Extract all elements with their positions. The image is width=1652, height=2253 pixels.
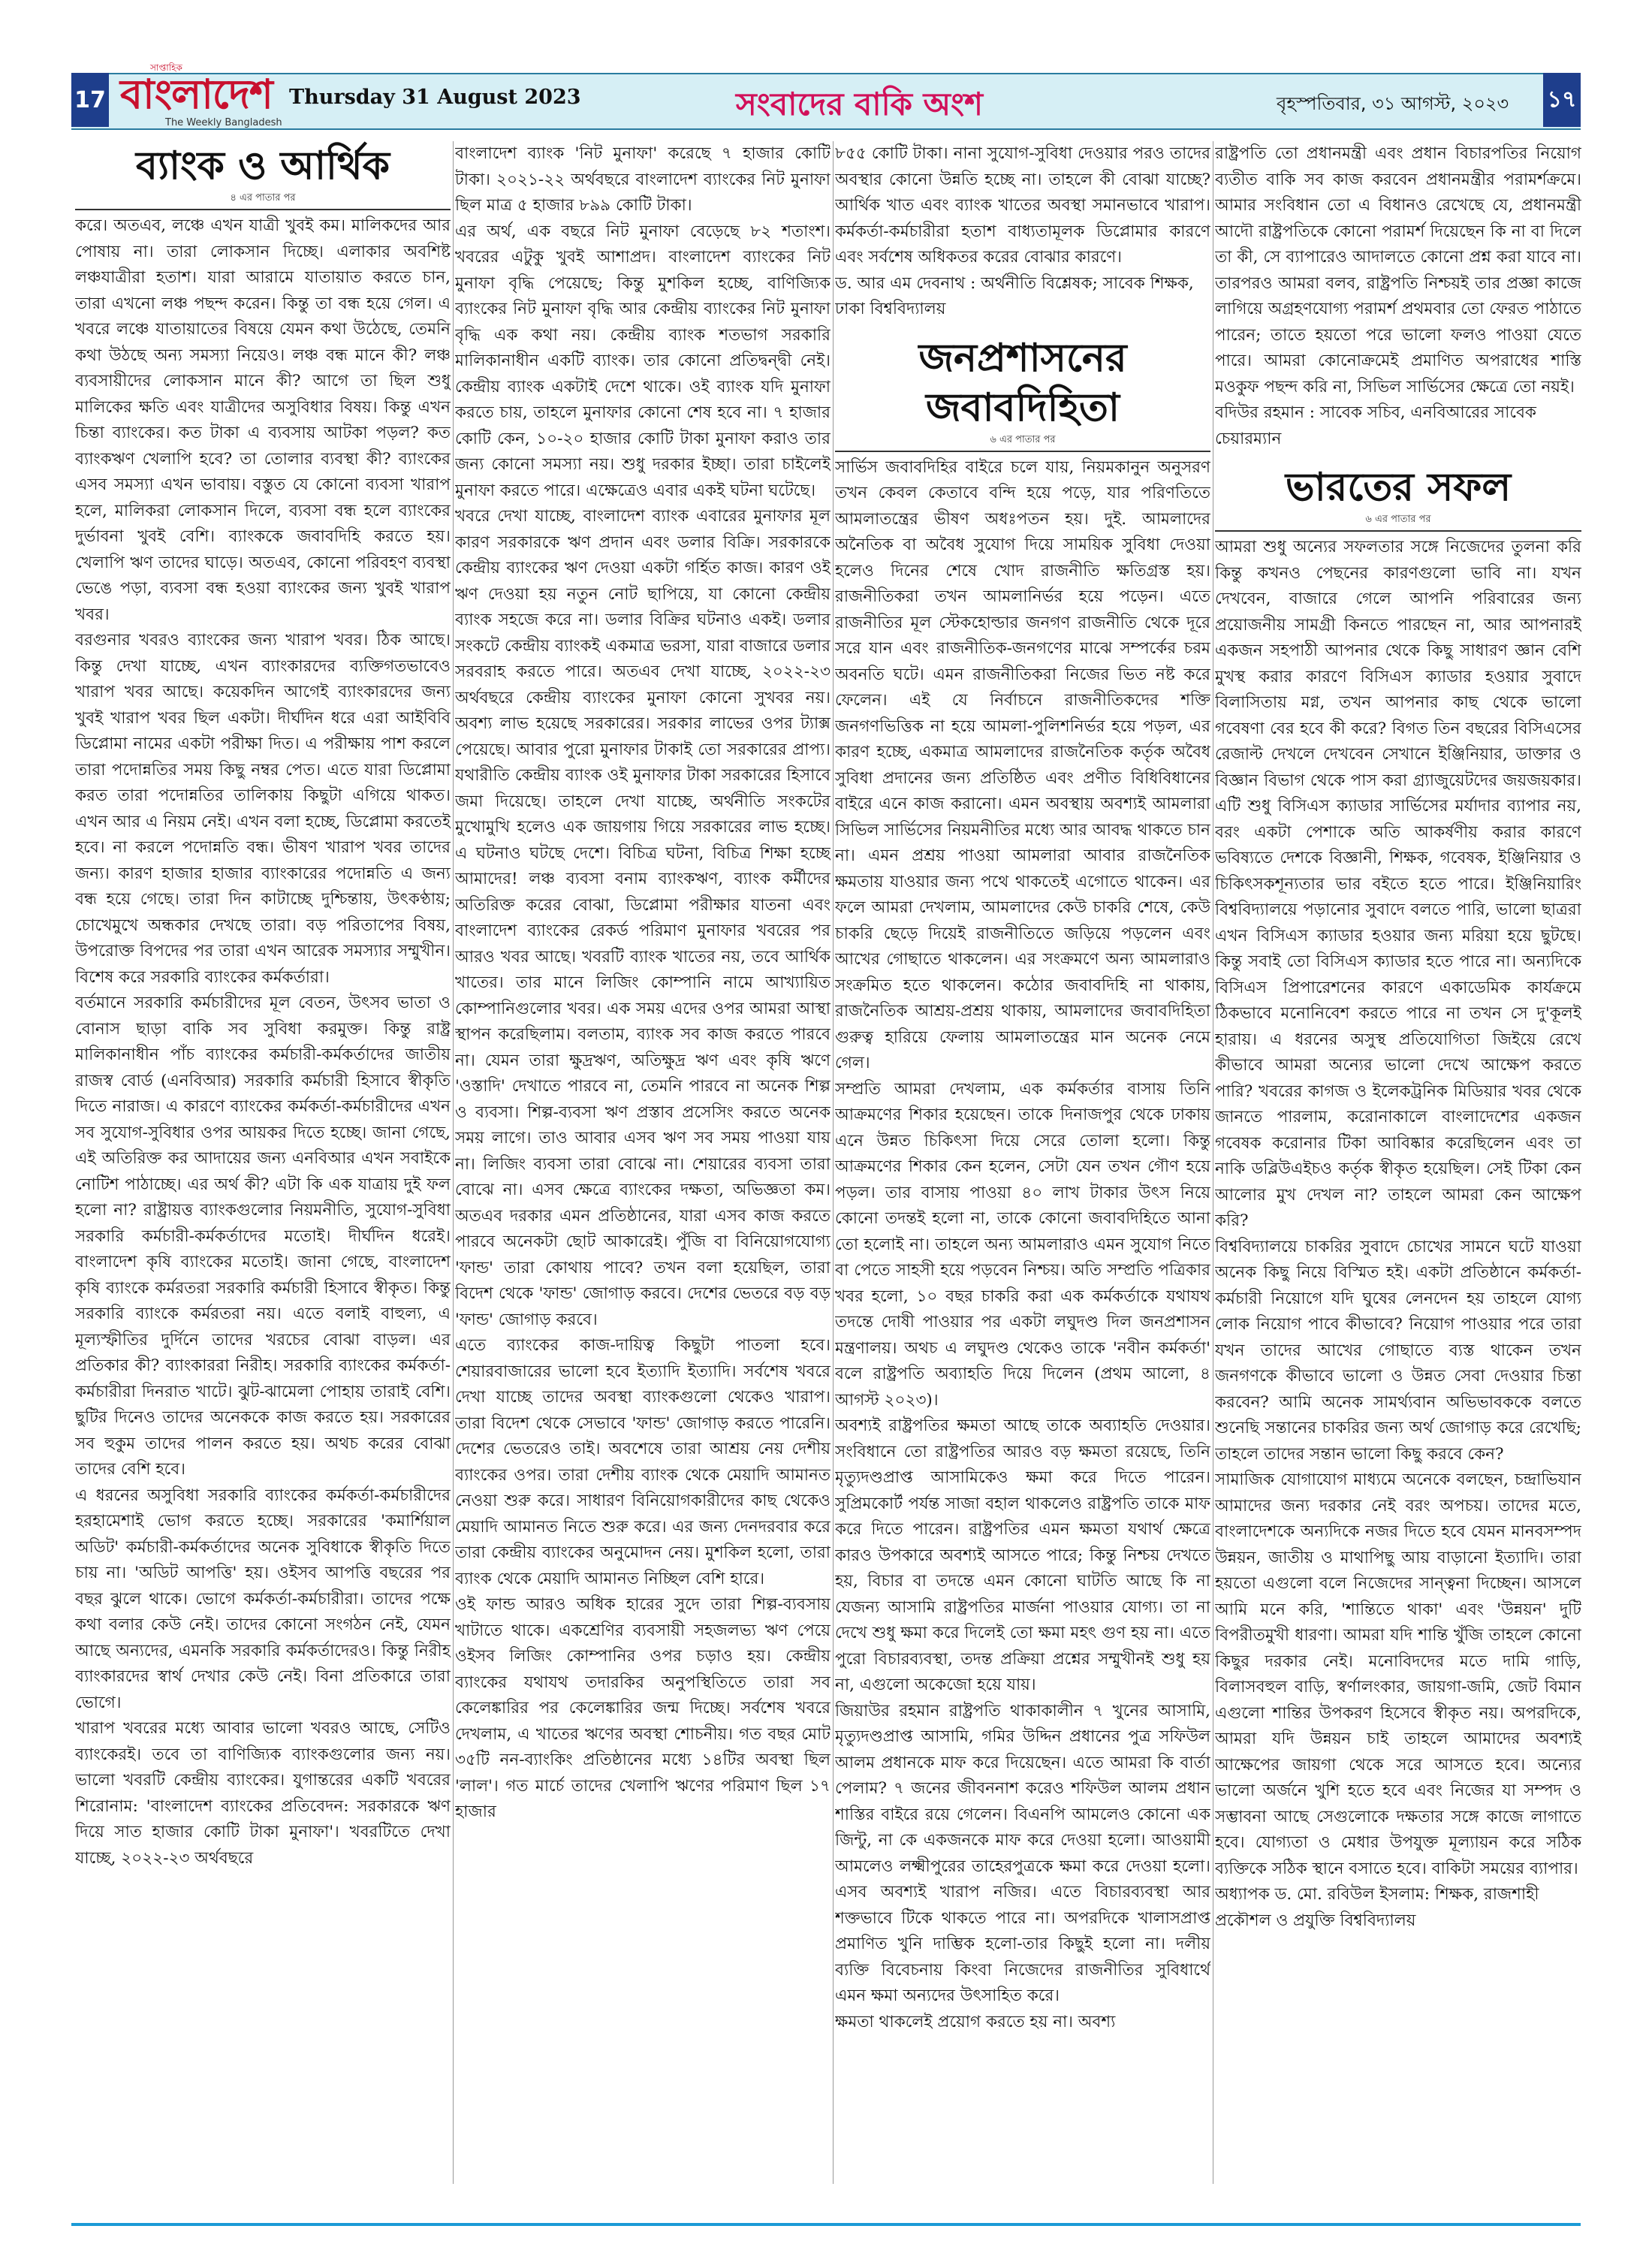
article-paragraph: জিয়াউর রহমান রাষ্ট্রপতি থাকাকালীন ৭ খুনের আসামি, মৃত্যুদণ্ডপ্রাপ্ত আসামি, গমির উদ্দিন প্রধানের পুত্র সফিউল আলম প্রধানকে মাফ করে দিয়েছেন। এতে আমরা কি বার্তা পেলাম? ৭ জনের জীবননাশ করেও শফিউল আলম প্রধান শাস্তির বাইরে রয়ে গেলেন। বিএনপি আমলেও কোনো এক জিন্টু, না কে একজনকে মাফ করে দেওয়া হলো। আওয়ামী আমলেও লক্ষ্মীপুরের তাহেরপুত্রকে ক্ষমা করে দেওয়া হলো। এসব অবশ্যই খারাপ নজির। এতে বিচারব্যবস্থা আর শক্তভাবে টিকে থাকতে পারে না। অপরদিকে খালাসপ্রাপ্ত প্রমাণিত খুনি দাম্ভিক হলো-তার কিছুই হলো না। দলীয় ব্যক্তি বিবেচনায় কিংবা নিজেদের রাজনীতির সুবিধার্থে এমন ক্ষমা অন্যদের উৎসাহিত করে।	[835, 1701, 1210, 2005]
column-rule	[453, 141, 454, 2184]
masthead-logo[interactable]	[120, 62, 285, 131]
continued-from-note: ৪ এর পাতার পর	[75, 191, 451, 210]
article-body-admin-cont	[1215, 141, 1581, 400]
article-paragraph: অবশ্যই রাষ্ট্রপতির ক্ষমতা আছে তাকে অব্যাহতি দেওয়ার। সংবিধানে তো রাষ্ট্রপতির আরও বড় ক্ষমতা রয়েছে, তিনি মৃত্যুদণ্ডপ্রাপ্ত আসামিকেও ক্ষমা করে দিতে পারেন। সুপ্রিমকোর্ট পর্যন্ত সাজা বহাল থাকলেও রাষ্ট্রপতি তাকে মাফ করে দিতে পারেন। রাষ্ট্রপতির এমন ক্ষমতা যথার্থ ক্ষেত্রে কারও উপকারে অবশ্যই আসতে পারে; কিন্তু নিশ্চয় দেখতে হয়, বিচার বা তদন্তে এমন কোনো ঘাটতি আছে কি না যেজন্য আসামি রাষ্ট্রপতির মার্জনা পাওয়ার যোগ্য। তা না দেখে শুধু ক্ষমা করে দিলেই তো ক্ষমা মহৎ গুণ হয় না। এতে পুরো বিচারব্যবস্থা, তদন্ত প্রক্রিয়া প্রশ্নের সম্মুখীনই শুধু হয় না, এগুলো অকেজো হয়ে যায়।	[835, 1416, 1210, 1694]
article-paragraph: করে। অতএব, লঞ্চে এখন যাত্রী খুবই কম। মালিকদের আর পোষায় না। তারা লোকসান দিচ্ছে। এলাকার অবশিষ্ট লঞ্চযাত্রীরা হতাশ। যারা আরামে যাতায়াত করতে চান, তারা এখনো লঞ্চ পছন্দ করেন। কিন্তু তা বন্ধ হয়ে গেল। এ খবরে লঞ্চে যাতায়াতের বিষয়ে যেমন কথা উঠেছে, তেমনি কথা উঠছে অন্য সমস্যা নিয়েও। লঞ্চ বন্ধ মানে কী? লঞ্চ ব্যবসায়ীদের লোকসান মানে কী? আগে তা ছিল শুধু মালিকের ক্ষতি এবং যাত্রীদের অসুবিধার বিষয়। কিন্তু এখন চিন্তা ব্যাংকের। কত টাকা এ ব্যবসায় আটকা পড়ল? কত ব্যাংকঋণ খেলাপি হবে? তা তোলার ব্যবস্থা কী? ব্যাংকের এসব সমস্যা এখন ভাবায়। বস্তুত যে কোনো ব্যবসা খারাপ হলে, মালিকরা লোকসান দিলে, ব্যবসা বন্ধ হলে ব্যাংকের দুর্ভাবনা খুবই বেশি। ব্যাংককে জবাবদিহি করতে হয়। খেলাপি ঋণ তাদের ঘাড়ে। অতএব, কোনো পরিবহণ ব্যবস্থা ভেঙে পড়া, ব্যবসা বন্ধ হওয়া ব্যাংকের জন্য খুবই খারাপ খবর।	[75, 216, 451, 624]
issue-date-bn: বৃহস্পতিবার, ৩১ আগস্ট, ২০২৩	[1277, 93, 1509, 114]
author-byline-admin: বদিউর রহমান : সাবেক সচিব, এনবিআরের সাবেক চেয়ারম্যান	[1215, 403, 1536, 448]
section-title: সংবাদের বাকি অংশ	[736, 86, 983, 122]
issue-date-en: Thursday 31 August 2023	[289, 86, 581, 109]
article-body-bank-cont	[455, 141, 831, 1826]
article-paragraph: এর অর্থ, এক বছরে নিট মুনাফা বেড়েছে ৮২ শতাংশ। খবরের এটুকু খুবই আশাপ্রদ। বাংলাদেশ ব্যাংকের নিট মুনাফা বৃদ্ধি পেয়েছে; কিন্তু মুশকিল হচ্ছে, বাণিজ্যিক ব্যাংকের নিট মুনাফা বৃদ্ধি আর কেন্দ্রীয় ব্যাংকের নিট মুনাফা বৃদ্ধি এক কথা নয়। কেন্দ্রীয় ব্যাংক শতভাগ সরকারি মালিকানাধীন একটি ব্যাংক। তার কোনো প্রতিদ্বন্দ্বী নেই। কেন্দ্রীয় ব্যাংক একটাই দেশে থাকে। ওই ব্যাংক যদি মুনাফা করতে চায়, তাহলে মুনাফার কোনো শেষ হবে না। ৭ হাজার কোটি কেন, ১০-২০ হাজার কোটি টাকা মুনাফা করাও তার জন্য কোনো সমস্যা নয়। শুধু দরকার ইচ্ছা। তারা চাইলেই মুনাফা করতে পারে। এক্ষেত্রেও এবার একই ঘটনা ঘটেছে।	[455, 222, 831, 500]
author-byline-india: অধ্যাপক ড. মো. রবিউল ইসলাম: শিক্ষক, রাজশাহী প্রকৌশল ও প্রযুক্তি বিশ্ববিদ্যালয়	[1215, 1885, 1539, 1930]
column-2	[455, 141, 831, 2184]
article-paragraph: সম্প্রতি আমরা দেখলাম, এক কর্মকর্তার বাসায় তিনি আক্রমণের শিকার হয়েছেন। তাকে দিনাজপুর থেকে ঢাকায় এনে উন্নত চিকিৎসা দিয়ে সেরে তোলা হলো। কিন্তু আক্রমণের শিকার কেন হলেন, সেটা যেন তখন গৌণ হয়ে পড়ল। তার বাসায় পাওয়া ৪০ লাখ টাকার উৎস নিয়ে কোনো তদন্তই হলো না, তাকে কোনো জবাবদিহিতে আনা তো হলোই না। তাহলে অন্য আমলারাও এমন সুযোগ নিতে বা পেতে সাহসী হয়ে পড়বেন নিশ্চয়। অতি সম্প্রতি পত্রিকার খবর হলো, ১০ বছর চাকরি করা এক কর্মকর্তাকে যথাযথ তদন্তে দোষী পাওয়ার পর একটা লঘুদণ্ড দিল জনপ্রশাসন মন্ত্রণালয়। অথচ এ লঘুদণ্ড থেকেও তাকে 'নবীন কর্মকর্তা' বলে রাষ্ট্রপতি অব্যাহতি দিয়ে দিলেন (প্রথম আলো, ৪ আগস্ট ২০২৩)।	[835, 1079, 1210, 1410]
footer-rule	[71, 2223, 1581, 2226]
author-byline-bank: ড. আর এম দেবনাথ : অর্থনীতি বিশ্লেষক; সাবেক শিক্ষক, ঢাকা বিশ্ববিদ্যালয়	[835, 273, 1194, 318]
article-paragraph: ৮৫৫ কোটি টাকা। নানা সুযোগ-সুবিধা দেওয়ার পরও তাদের অবস্থার কোনো উন্নতি হচ্ছে না। তাহলে কী বোঝা যাচ্ছে? আর্থিক খাত এবং ব্যাংক খাতের অবস্থা সমানভাবে খারাপ। কর্মকর্তা-কর্মচারীরা হতাশ বাধ্যতামূলক ডিপ্লোমার কারণে এবং সর্বশেষ অধিকতর করের বোঝার কারণে।	[835, 144, 1210, 267]
article-paragraph: খারাপ খবরের মধ্যে আবার ভালো খবরও আছে, সেটিও ব্যাংকেরই। তবে তা বাণিজ্যিক ব্যাংকগুলোর জন্য নয়। ভালো খবরটি কেন্দ্রীয় ব্যাংকের। যুগান্তরের একটি খবরের শিরোনাম: 'বাংলাদেশ ব্যাংকের প্রতিবেদন: সরকারকে ঋণ দিয়ে সাত হাজার কোটি টাকা মুনাফা'। খবরটিতে দেখা যাচ্ছে, ২০২২-২৩ অর্থবছরে	[75, 1719, 451, 1868]
column-rule	[833, 141, 834, 2184]
article-paragraph: বর্তমানে সরকারি কর্মচারীদের মূল বেতন, উৎসব ভাতা ও বোনাস ছাড়া বাকি সব সুবিধা করমুক্ত। কিন্তু রাষ্ট্র মালিকানাধীন পাঁচ ব্যাংকের কর্মচারী-কর্মকর্তাদের জাতীয় রাজস্ব বোর্ড (এনবিআর) সরকারি কর্মচারী হিসাবে স্বীকৃতি দিতে নারাজ। এ কারণে ব্যাংকের কর্মকর্তা-কর্মচারীদের এখন সব সুযোগ-সুবিধার ওপর আয়কর দিতে হচ্ছে। জানা গেছে, এই অতিরিক্ত কর আদায়ের জন্য এনবিআর এখন সবাইকে নোটিশ পাঠাচ্ছে। এর অর্থ কী? এটা কি এক যাত্রায় দুই ফল হলো না? রাষ্ট্রায়ত্ত ব্যাংকগুলোর নিয়মনীতি, সুযোগ-সুবিধা সরকারি কর্মচারী-কর্মকর্তাদের মতোই। দীর্ঘদিন ধরেই। বাংলাদেশ কৃষি ব্যাংকের মতোই। জানা গেছে, বাংলাদেশ কৃষি ব্যাংকে কর্মরতরা সরকারি কর্মচারী হিসাবে স্বীকৃত। কিন্তু সরকারি ব্যাংকে কর্মরতরা নয়। এতে বলাই বাহুল্য, এ মূল্যস্ফীতির দুর্দিনে তাদের খরচের বোঝা বাড়ল। এর প্রতিকার কী? ব্যাংকাররা নিরীহ। সরকারি ব্যাংকের কর্মকর্তা-কর্মচারীরা দিনরাত খাটে। ঝুট-ঝামেলা পোহায় তারাই বেশি। ছুটির দিনেও তাদের অনেককে কাজ করতে হয়। সরকারের সব হুকুম তাদের পালন করতে হয়। অথচ করের বোঝা তাদের বেশি হবে।	[75, 994, 451, 1479]
article-paragraph: এ ধরনের অসুবিধা সরকারি ব্যাংকের কর্মকর্তা-কর্মচারীদের হরহামেশাই ভোগ করতে হচ্ছে। সরকারের 'কমার্শিয়াল অডিট' কর্মচারী-কর্মকর্তাদের অনেক সুবিধাকে স্বীকৃতি দিতে চায় না। 'অডিট আপত্তি' হয়। ওইসব আপত্তি বছরের পর বছর ঝুলে থাকে। ভোগে কর্মকর্তা-কর্মচারীরা। তাদের পক্ষে কথা বলার কেউ নেই। তাদের কোনো সংগঠন নেই, যেমন আছে অন্যদের, এমনকি সরকারি কর্মকর্তাদেরও। কিন্তু নিরীহ ব্যাংকারদের স্বার্থ দেখার কেউ নেই। বিনা প্রতিকারে তারা ভোগে।	[75, 1485, 451, 1712]
article-paragraph: বিশ্ববিদ্যালয়ে চাকরির সুবাদে চোখের সামনে ঘটে যাওয়া অনেক কিছু নিয়ে বিস্মিত হই। একটা প্রতিষ্ঠানে কর্মকর্তা-কর্মচারী নিয়োগে যদি ঘুষের লেনদেন হয় তাহলে যোগ্য লোক নিয়োগ পাবে কীভাবে? নিয়োগ পাওয়ার পরে তারা যখন তাদের আখের গোছাতে ব্যস্ত থাকেন তখন জনগণকে কীভাবে ভালো ও উন্নত সেবা দেওয়ার চিন্তা করবেন? আমি অনেক সামর্থ্যবান অভিভাবককে বলতে শুনেছি সন্তানের চাকরির জন্য অর্থ জোগাড় করে রেখেছি; তাহলে তাদের সন্তান ভালো কিছু করবে কেন?	[1215, 1237, 1581, 1464]
page-number-left: 17	[71, 73, 109, 127]
article-paragraph: ক্ষমতা থাকলেই প্রয়োগ করতে হয় না। অবশ্য	[835, 2012, 1116, 2031]
article-body-india	[1215, 535, 1581, 1882]
article-body-bank	[75, 213, 451, 1871]
column-4	[1215, 141, 1581, 2184]
article-headline-admin[interactable]: জনপ্রশাসনের জবাবদিহিতা	[918, 335, 1127, 430]
article-headline-bank[interactable]: ব্যাংক ও আর্থিক	[136, 143, 390, 189]
article-paragraph: সার্ভিস জবাবদিহির বাইরে চলে যায়, নিয়মকানুন অনুসরণ তখন কেবল কেতাবে বন্দি হয়ে পড়ে, যার পরিণতিতে আমলাতন্ত্রের ভীষণ অধঃপতন হয়। দুই. আমলাদের অনৈতিক বা অবৈধ সুযোগ দিয়ে সাময়িক সুবিধা দেওয়া হলেও দিনের শেষে খোদ রাজনীতি ক্ষতিগ্রস্ত হয়। রাজনীতিকরা তখন আমলানির্ভর হয়ে পড়েন। এতে রাজনীতির মূল স্টেকহোল্ডার জনগণ রাজনীতি থেকে দূরে সরে যান এবং রাজনীতিক-জনগণের মাঝে সম্পর্কের চরম অবনতি ঘটে। এমন রাজনীতিকরা নিজের ভিত নষ্ট করে ফেলেন। এই যে নির্বাচনে রাজনীতিকদের শক্তি জনগণভিত্তিক না হয়ে আমলা-পুলিশনির্ভর হয়ে পড়ল, এর কারণ হচ্ছে, একমাত্র আমলাদের রাজনৈতিক কর্তৃক অবৈধ সুবিধা প্রদানের জন্য প্রতিষ্ঠিত এবং প্রণীত বিধিবিধানের বাইরে এনে কাজ করানো। এমন অবস্থায় অবশ্যই আমলারা সিভিল সার্ভিসের নিয়মনীতির মধ্যে আর আবদ্ধ থাকতে চান না। এমন প্রশ্রয় পাওয়া আমলারা আবার রাজনৈতিক ক্ষমতায় যাওয়ার জন্য পথে থাকতেই এগোতে থাকেন। এর ফলে আমরা দেখলাম, আমলাদের কেউ চাকরি শেষে, কেউ চাকরি ছেড়ে দিয়েই রাজনীতিতে জড়িয়ে পড়লেন এবং আখের গোছাতে থাকলেন। এর সংক্রমণে অন্য আমলারাও সংক্রমিত হতে থাকলেন। কঠোর জবাবদিহি না থাকায়, রাজনৈতিক আশ্রয়-প্রশ্রয় থাকায়, আমলাদের জবাবদিহিতা গুরুত্ব হারিয়ে ফেলায় আমলাতন্ত্রের মান অনেক নেমে গেল।	[835, 457, 1210, 1072]
article-paragraph: সামাজিক যোগাযোগ মাধ্যমে অনেকে বলছেন, চন্দ্রাভিযান আমাদের জন্য দরকার নেই বরং অপচয়। তাদের মতে, বাংলাদেশকে অন্যদিকে নজর দিতে হবে যেমন মানবসম্পদ উন্নয়ন, জাতীয় ও মাথাপিছু আয় বাড়ানো ইত্যাদি। তারা হয়তো এগুলো বলে নিজেদের সান্ত্বনা দিচ্ছেন। আসলে আমি মনে করি, 'শান্তিতে থাকা' এবং 'উন্নয়ন' দুটি বিপরীতমুখী ধারণা। আমরা যদি শান্তি খুঁজি তাহলে কোনো কিছুর দরকার নেই। মনোবিদদের মতে দামি গাড়ি, বিলাসবহুল বাড়ি, স্বর্ণালংকার, জায়গা-জমি, জেট বিমান এগুলো শান্তির উপকরণ হিসেবে স্বীকৃত নয়। অপরদিকে, আমরা যদি উন্নয়ন চাই তাহলে আমাদের অবশ্যই আক্ষেপের জায়গা থেকে সরে আসতে হবে। অন্যের ভালো অর্জনে খুশি হতে হবে এবং নিজের যা সম্পদ ও সম্ভাবনা আছে সেগুলোকে দক্ষতার সঙ্গে কাজে লাগাতে হবে। যোগ্যতা ও মেধার উপযুক্ত মূল্যায়ন করে সঠিক ব্যক্তিকে সঠিক স্থানে বসাতে হবে। বাকিটা সময়ের ব্যাপার।	[1215, 1470, 1581, 1878]
article-paragraph: বরগুনার খবরও ব্যাংকের জন্য খারাপ খবর। ঠিক আছে। কিন্তু দেখা যাচ্ছে, এখন ব্যাংকারদের ব্যক্তিগতভাবেও খারাপ খবর আছে। কয়েকদিন আগেই ব্যাংকারদের জন্য খুবই খারাপ খবর ছিল একটা। দীর্ঘদিন ধরে এরা আইবিবি ডিপ্লোমা নামের একটা পরীক্ষা দিত। এ পরীক্ষায় পাশ করলে তারা পদোন্নতির সময় কিছু নম্বর পেত। এতে যারা ডিপ্লোমা করত তারা পদোন্নতির তালিকায় কিছুটা এগিয়ে থাকত। এখন আর এ নিয়ম নেই। এখন বলা হচ্ছে, ডিপ্লোমা করতেই হবে। না করলে পদোন্নতি বন্ধ। ভীষণ খারাপ খবর তাদের জন্য। কারণ হাজার হাজার ব্যাংকারের পদোন্নতি এ জন্য বন্ধ হয়ে গেছে। তারা দিন কাটাচ্ছে দুশ্চিন্তায়, উৎকণ্ঠায়; চোখেমুখে অন্ধকার দেখছে তারা। বড় পরিতাপের বিষয়, উপরোক্ত বিপদের পর তারা এখন আরেক সমস্যার সম্মুখীন। বিশেষ করে সরকারি ব্যাংকের কর্মকর্তারা।	[75, 631, 451, 987]
article-paragraph: খবরে দেখা যাচ্ছে, বাংলাদেশ ব্যাংক এবারের মুনাফার মূল কারণ সরকারকে ঋণ প্রদান এবং ডলার বিক্রি। সরকারকে কেন্দ্রীয় ব্যাংকের ঋণ দেওয়া একটা গর্হিত কাজ। কারণ ওই ঋণ দেওয়া হয় নতুন নোট ছাপিয়ে, যা কোনো কেন্দ্রীয় ব্যাংক সহজে করে না। ডলার বিক্রির ঘটনাও একই। ডলার সংকটে কেন্দ্রীয় ব্যাংকই একমাত্র ভরসা, যারা বাজারে ডলার সরবরাহ করতে পারে। অতএব দেখা যাচ্ছে, ২০২২-২৩ অর্থবছরে কেন্দ্রীয় ব্যাংকের মুনাফা কোনো সুখবর নয়। অবশ্য লাভ হয়েছে সরকারের। সরকার লাভের ওপর ট্যাক্স পেয়েছে। আবার পুরো মুনাফার টাকাই তো সরকারের প্রাপ্য। যথারীতি কেন্দ্রীয় ব্যাংক ওই মুনাফার টাকা সরকারের হিসাবে জমা দিয়েছে। তাহলে দেখা যাচ্ছে, অর্থনীতি সংকটের মুখোমুখি হলেও এক জায়গায় গিয়ে সরকারের লাভ হচ্ছে। এ ঘটনাও ঘটছে দেশে। বিচিত্র ঘটনা, বিচিত্র শিক্ষা হচ্ছে আমাদের! লঞ্চ ব্যবসা বনাম ব্যাংকঋণ, ব্যাংক কর্মীদের অতিরিক্ত করের বোঝা, ডিপ্লোমা পরীক্ষার যাতনা এবং বাংলাদেশ ব্যাংকের রেকর্ড পরিমাণ মুনাফার খবরের পর আরও খবর আছে। খবরটি ব্যাংক খাতের নয়, তবে আর্থিক খাতের। তার মানে লিজিং কোম্পানি নামে আখ্যায়িত কোম্পানিগুলোর খবর। এক সময় এদের ওপর আমরা আস্থা স্থাপন করেছিলাম। বলতাম, ব্যাংক সব কাজ করতে পারবে না। যেমন তারা ক্ষুদ্রঋণ, অতিক্ষুদ্র ঋণ এবং কৃষি ঋণে 'ওস্তাদি' দেখাতে পারবে না, তেমনি পারবে না অনেক শিল্প ও ব্যবসা। শিল্প-ব্যবসা ঋণ প্রস্তাব প্রসেসিং করতে অনেক সময় লাগে। তাও আবার এসব ঋণ সব সময় পাওয়া যায় না। লিজিং ব্যবসা তারা বোঝে না। শেয়ারের ব্যবসা তারা বোঝে না। এসব ক্ষেত্রে ব্যাংকের দক্ষতা, অভিজ্ঞতা কম। অতএব দরকার এমন প্রতিষ্ঠানের, যারা এসব কাজ করতে পারবে অনেকটা ছোট আকারেই। পুঁজি বা বিনিয়োগযোগ্য 'ফান্ড' তারা কোথায় পাবে? তখন বলা হয়েছিল, তারা বিদেশ থেকে 'ফান্ড' জোগাড় করবে। দেশের ভেতরে বড় বড় 'ফান্ড' জোগাড় করবে।	[455, 507, 831, 1329]
article-body-bank-end	[835, 141, 1210, 271]
column-1	[75, 141, 451, 2184]
article-paragraph: বাংলাদেশ ব্যাংক 'নিট মুনাফা' করেছে ৭ হাজার কোটি টাকা। ২০২১-২২ অর্থবছরে বাংলাদেশ ব্যাংকের নিট মুনাফা ছিল মাত্র ৫ হাজার ৮৯৯ কোটি টাকা।	[455, 144, 831, 215]
article-paragraph: রাষ্ট্রপতি তো প্রধানমন্ত্রী এবং প্রধান বিচারপতির নিয়োগ ব্যতীত বাকি সব কাজ করবেন প্রধানমন্ত্রীর পরামর্শক্রমে। আমার সংবিধান তো এ বিধানও রেখেছে যে, প্রধানমন্ত্রী আদৌ রাষ্ট্রপতিকে কোনো পরামর্শ দিয়েছেন কি না বা দিলে তা কী, সে ব্যাপারেও আদালতে কোনো প্রশ্ন করা যাবে না। তারপরও আমরা বলব, রাষ্ট্রপতি নিশ্চয়ই তার প্রজ্ঞা কাজে লাগিয়ে অগ্রহণযোগ্য পরামর্শ প্রথমবার তো ফেরত পাঠাতে পারেন; তাতে হয়তো পরে ভালো ফলও পাওয়া যেতে পারে। আমরা কোনোক্রমেই প্রমাণিত অপরাধের শাস্তি মওকুফ পছন্দ করি না, সিভিল সার্ভিসের ক্ষেত্রে তো নয়ই।	[1215, 144, 1581, 397]
logo-kicker: সাপ্তাহিক	[150, 62, 182, 73]
article-body-admin	[835, 455, 1210, 2036]
column-3	[835, 141, 1210, 2184]
article-paragraph: ওই ফান্ড আরও অধিক হারের সুদে তারা শিল্প-ব্যবসায় খাটাতে থাকে। একশ্রেণির ব্যবসায়ী সহজলভ্য ঋণ পেয়ে ওইসব লিজিং কোম্পানির ওপর চড়াও হয়। কেন্দ্রীয় ব্যাংকের যথাযথ তদারকির অনুপস্থিতিতে তারা সব কেলেঙ্কারির পর কেলেঙ্কারির জন্ম দিচ্ছে। সর্বশেষ খবরে দেখলাম, এ খাতের ঋণের অবস্থা শোচনীয়। গত বছর মোট ৩৫টি নন-ব্যাংকিং প্রতিষ্ঠানের মধ্যে ১৪টির অবস্থা ছিল 'লাল'। গত মার্চে তাদের খেলাপি ঋণের পরিমাণ ছিল ১৭ হাজার	[455, 1595, 831, 1821]
article-paragraph: এতে ব্যাংকের কাজ-দায়িত্ব কিছুটা পাতলা হবে। শেয়ারবাজারের ভালো হবে ইত্যাদি ইত্যাদি। সর্বশেষ খবরে দেখা যাচ্ছে তাদের অবস্থা ব্যাংকগুলো থেকেও খারাপ। তারা বিদেশ থেকে সেভাবে 'ফান্ড' জোগাড় করতে পারেনি। দেশের ভেতরেও তাই। অবশেষে তারা আশ্রয় নেয় দেশীয় ব্যাংকের ওপর। তারা দেশীয় ব্যাংক থেকে মেয়াদি আমানত নেওয়া শুরু করে। সাধারণ বিনিয়োগকারীদের কাছ থেকেও মেয়াদি আমানত নিতে শুরু করে। এর জন্য দেনদরবার করে তারা কেন্দ্রীয় ব্যাংকের অনুমোদন নেয়। মুশকিল হলো, তারা ব্যাংক থেকে মেয়াদি আমানত নিচ্ছিল বেশি হারে।	[455, 1336, 831, 1588]
article-paragraph: আমরা শুধু অন্যের সফলতার সঙ্গে নিজেদের তুলনা করি কিন্তু কখনও পেছনের কারণগুলো ভাবি না। যখন দেখবেন, বাজারে গেলে আপনি পরিবারের জন্য প্রয়োজনীয় সামগ্রী কিনতে পারছেন না, আর আপনারই একজন সহপাঠী আপনার থেকে কিছু সাধারণ জ্ঞান বেশি মুখস্থ করার কারণে বিসিএস ক্যাডার হওয়ার সুবাদে বিলাসিতায় মগ্ন, তখন আপনার কাছ থেকে ভালো গবেষণা বের হবে কী করে? বিগত তিন বছরের বিসিএসের রেজাল্ট দেখলে দেখবেন সেখানে ইঞ্জিনিয়ার, ডাক্তার ও বিজ্ঞান বিভাগ থেকে পাস করা গ্র্যাজুয়েটদের জয়জয়কার। এটি শুধু বিসিএস ক্যাডার সার্ভিসের মর্যাদার ব্যাপার নয়, বরং একটা পেশাকে অতি আকর্ষণীয় করার কারণে ভবিষ্যতে দেশকে বিজ্ঞানী, শিক্ষক, গবেষক, ইঞ্জিনিয়ার ও চিকিৎসকশূন্যতার ভার বইতে হতে পারে। ইঞ্জিনিয়ারিং বিশ্ববিদ্যালয়ে পড়ানোর সুবাদে বলতে পারি, ভালো ছাত্ররা এখন বিসিএস ক্যাডার হওয়ার জন্য মরিয়া হয়ে ছুটছে। কিন্তু সবাই তো বিসিএস ক্যাডার হতে পারে না। অন্যদিকে বিসিএস প্রিপারেশনের কারণে একাডেমিক কার্যক্রমে ঠিকভাবে মনোনিবেশ করতে পারে না তখন সে দু'কূলই হারায়। এ ধরনের অসুস্থ প্রতিযোগিতা জিইয়ে রেখে কীভাবে আমরা অন্যের ভালো দেখে আক্ষেপ করতে পারি? খবরের কাগজ ও ইলেকট্রনিক মিডিয়ার খবর থেকে জানতে পারলাম, করোনাকালে বাংলাদেশের একজন গবেষক করোনার টিকা আবিষ্কার করেছিলেন এবং তা নাকি ডব্লিউএইচও কর্তৃক স্বীকৃত হয়েছিল। সেই টিকা কেন আলোর মুখ দেখল না? তাহলে আমরা কেন আক্ষেপ করি?	[1215, 538, 1581, 1230]
continued-from-note: ৬ এর পাতার পর	[835, 433, 1210, 452]
article-headline-india[interactable]: ভারতের সফল	[1285, 465, 1512, 510]
page-number-right: ১৭	[1543, 73, 1581, 127]
continued-from-note: ৬ এর পাতার পর	[1215, 512, 1581, 532]
logo-name: বাংলাদেশ	[120, 71, 273, 118]
logo-subtitle: The Weekly Bangladesh	[165, 117, 282, 128]
